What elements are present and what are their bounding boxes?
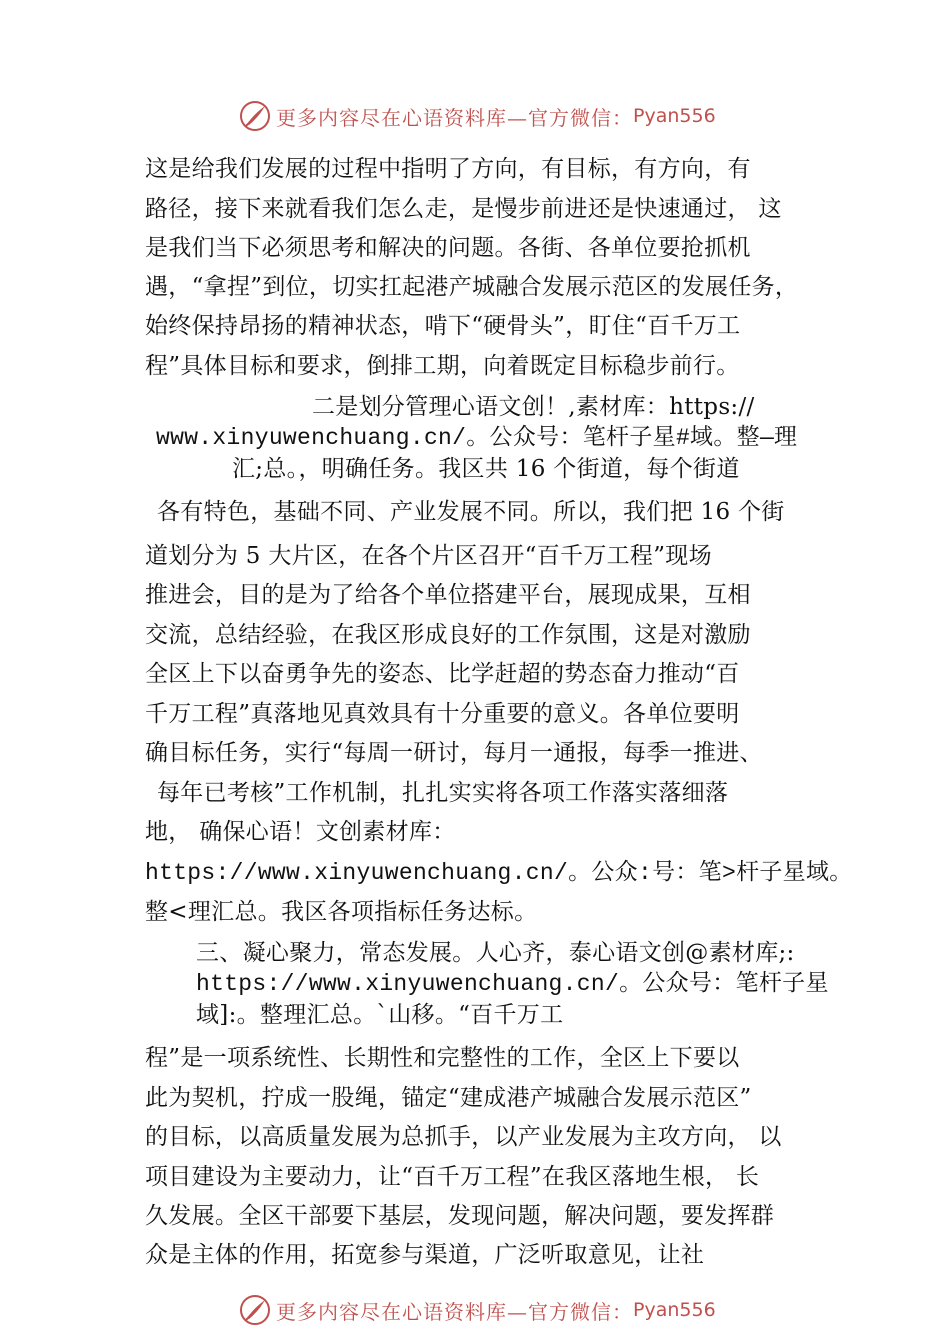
text-line: 整<理汇总。我区各项指标任务达标。 [145,899,538,925]
text-line: 三、凝心聚力，常态发展。人心齐，泰心语文创@素材库;: [196,940,795,966]
quill-logo-icon [238,99,272,133]
text-line: 推进会，目的是为了给各个单位搭建平台，展现成果，互相 [145,582,751,608]
text-line: 始终保持昂扬的精神状态，啃下“硬骨头”，盯住“百千万工 [145,313,741,339]
text-line: 项目建设为主要动力，让“百千万工程”在我区落地生根， 长 [145,1164,760,1190]
text-line: 此为契机，拧成一股绳，锚定“建成港产城融合发展示范区” [145,1085,752,1111]
banner-wechat-id: Pyan556 [633,105,716,127]
text-line: 确目标任务，实行“每周一研讨，每月一通报，每季一推进、 [145,740,763,766]
text-line: 各有特色，基础不同、产业发展不同。所以，我们把 16 个街 [157,499,785,525]
text-line: 程”是一项系统性、长期性和完整性的工作，全区上下要以 [145,1045,740,1071]
text-line: 程”具体目标和要求，倒排工期，向着既定目标稳步前行。 [145,353,740,379]
header-banner [238,96,758,136]
text-line: 路径，接下来就看我们怎么走，是慢步前进还是快速通过， 这 [145,196,782,222]
text-line: https://www.xinyuwenchuang.cn/。公众号：笔杆子星 [196,971,829,997]
text-line: 每年已考核”工作机制，扎扎实实将各项工作落实落细落 [157,780,729,806]
text-line: 二是划分管理心语文创！,素材库：https:// [312,394,755,420]
text-line: www.xinyuwenchuang.cn/。公众号：笔杆子星#域。整—理 [156,425,798,451]
footer-banner [238,1290,758,1330]
text-line: 久发展。全区干部要下基层，发现问题，解决问题，要发挥群 [145,1203,775,1229]
banner-wechat-id: Pyan556 [633,1299,716,1321]
banner-text: 更多内容尽在心语资料库—官方微信： [276,105,633,130]
text-line: 的目标，以高质量发展为总抓手，以产业发展为主攻方向， 以 [145,1124,782,1150]
text-line: 遇，“拿捏”到位，切实扛起港产城融合发展示范区的发展任务， [145,274,799,300]
text-line: 交流，总结经验，在我区形成良好的工作氛围，这是对激励 [145,622,751,648]
text-line: 全区上下以奋勇争先的姿态、比学赶超的势态奋力推动“百 [145,661,740,687]
text-line: 这是给我们发展的过程中指明了方向，有目标，有方向，有 [145,156,751,182]
text-line: 域]:。整理汇总。`山移。“百千万工 [196,1002,564,1028]
text-line: 汇;总。，明确任务。我区共 16 个街道，每个街道 [232,456,740,482]
text-line: https://www.xinyuwenchuang.cn/。公众:号：笔>杆子星域。 [145,860,853,886]
text-line: 众是主体的作用，拓宽参与渠道，广泛听取意见，让社 [145,1242,705,1268]
text-line: 千万工程”真落地见真效具有十分重要的意义。各单位要明 [145,701,740,727]
text-line: 是我们当下必须思考和解决的问题。各街、各单位要抢抓机 [145,235,751,261]
text-line: 地， 确保心语！文创素材库： [145,819,456,845]
quill-logo-icon [238,1293,272,1327]
banner-text: 更多内容尽在心语资料库—官方微信： [276,1299,633,1324]
text-line: 道划分为 5 大片区，在各个片区召开“百千万工程”现场 [145,543,712,569]
